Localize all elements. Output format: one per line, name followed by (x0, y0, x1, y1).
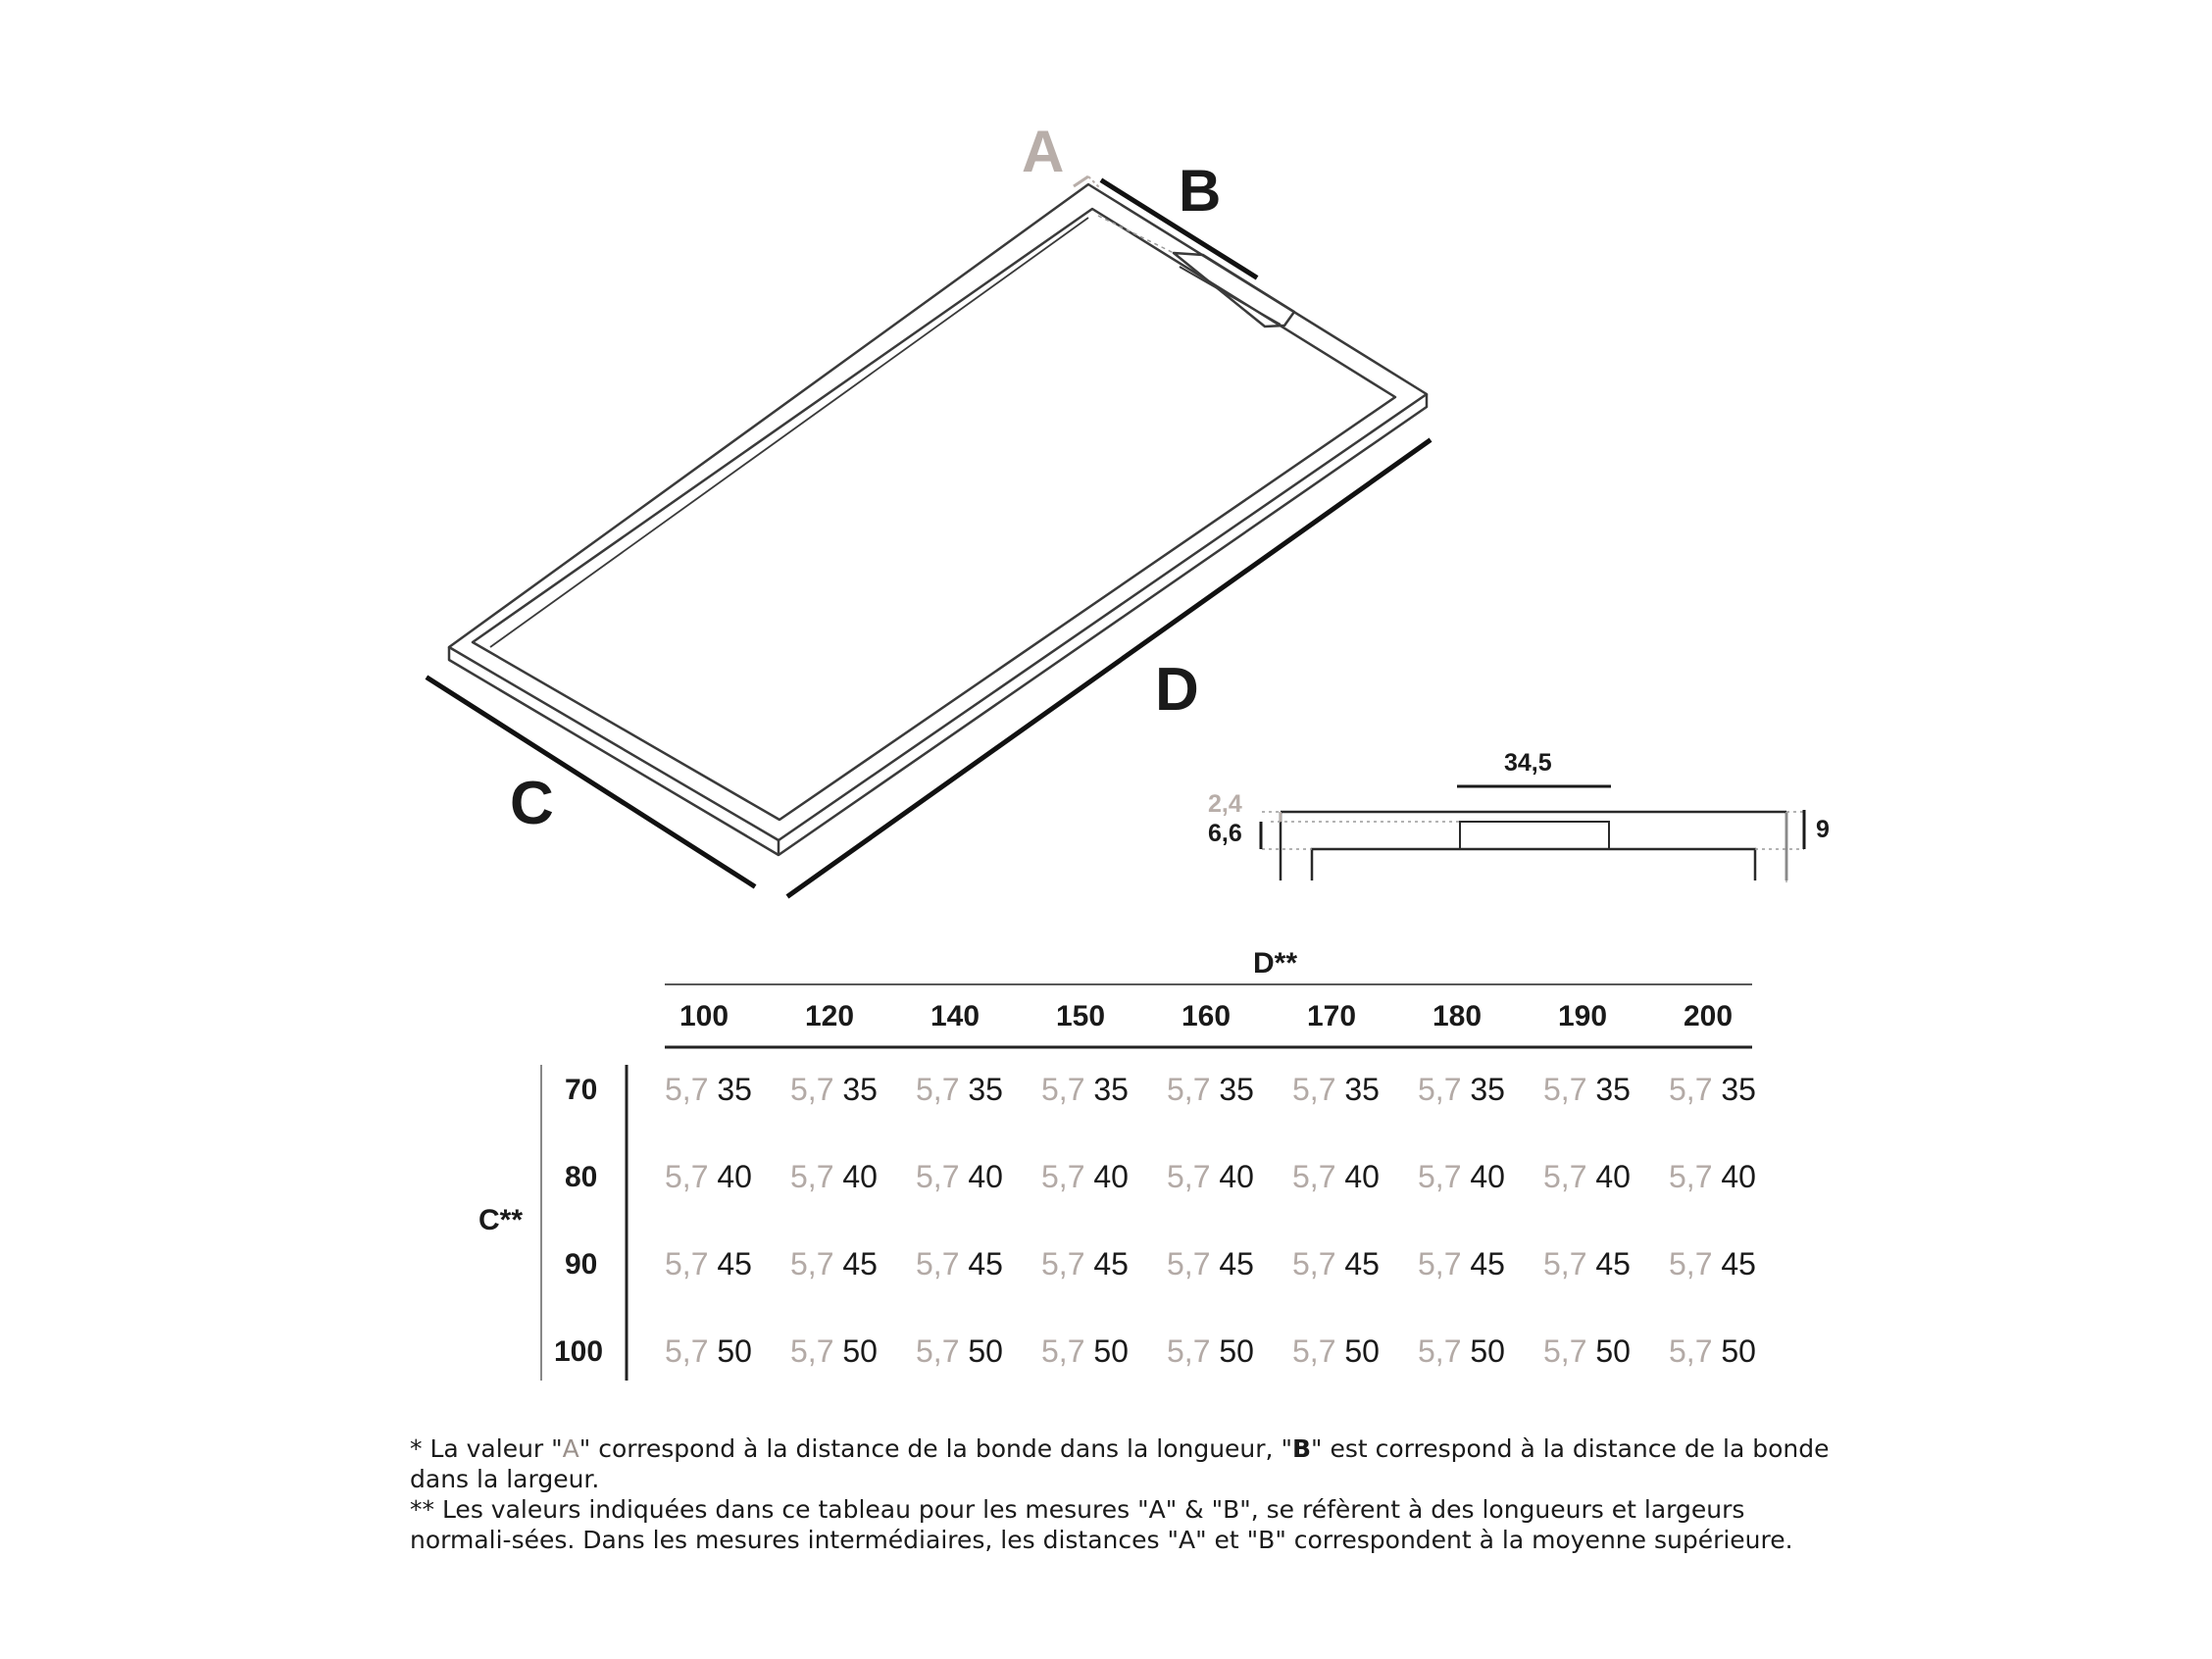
table-cell (1041, 1246, 1129, 1282)
value-b: 45 (1470, 1246, 1505, 1282)
value-b: 35 (968, 1072, 1003, 1107)
value-a: 5,7 (790, 1072, 834, 1107)
table-cell (1669, 1333, 1756, 1370)
table-column-header: 100 (679, 1000, 729, 1032)
label-b: B (1179, 158, 1222, 224)
table-column-header: 180 (1433, 1000, 1483, 1032)
value-a: 5,7 (1543, 1159, 1587, 1194)
table-cell (665, 1072, 752, 1108)
table-column-header: 140 (930, 1000, 980, 1032)
table-row-label: 90 (565, 1248, 598, 1281)
value-a: 5,7 (1418, 1333, 1462, 1369)
value-a: 5,7 (665, 1159, 709, 1194)
value-a: 5,7 (1543, 1246, 1587, 1282)
footnote-b-letter: B (1291, 1434, 1312, 1463)
value-a: 5,7 (916, 1072, 960, 1107)
cross-section-drawing (1281, 812, 1786, 880)
value-a: 5,7 (665, 1333, 709, 1369)
value-a: 5,7 (1669, 1072, 1713, 1107)
value-b: 45 (1721, 1246, 1756, 1282)
table-cell (665, 1333, 752, 1370)
table-cell (790, 1072, 878, 1108)
value-a: 5,7 (790, 1333, 834, 1369)
value-b: 50 (842, 1333, 878, 1369)
value-b: 50 (1093, 1333, 1129, 1369)
table-cell (1167, 1159, 1254, 1195)
value-b: 50 (1344, 1333, 1380, 1369)
table-column-header: 150 (1056, 1000, 1106, 1032)
value-a: 5,7 (1669, 1333, 1713, 1369)
value-a: 5,7 (916, 1333, 960, 1369)
value-b: 35 (1219, 1072, 1254, 1107)
value-a: 5,7 (916, 1246, 960, 1282)
value-a: 5,7 (790, 1246, 834, 1282)
footnote-a-letter: A (562, 1434, 579, 1463)
table-cell (1418, 1072, 1505, 1108)
value-a: 5,7 (1167, 1333, 1211, 1369)
section-rim-thickness-label: 6,6 (1208, 820, 1242, 847)
table-row-label: 80 (565, 1161, 598, 1193)
table-column-axis-label: D** (1253, 947, 1298, 980)
value-a: 5,7 (1167, 1246, 1211, 1282)
table-cell (1418, 1333, 1505, 1370)
footnotes (410, 1433, 1841, 1555)
table-cell (1041, 1072, 1129, 1108)
label-c: C (510, 770, 554, 837)
table-column-header: 200 (1684, 1000, 1734, 1032)
value-b: 40 (1595, 1159, 1631, 1194)
table-row-axis-label: C** (478, 1204, 524, 1236)
table-cell (1167, 1333, 1254, 1370)
table-cell (916, 1333, 1003, 1370)
value-b: 40 (717, 1159, 752, 1194)
table-cell (1167, 1246, 1254, 1282)
value-a: 5,7 (1292, 1333, 1336, 1369)
table-cell (916, 1246, 1003, 1282)
value-b: 45 (1595, 1246, 1631, 1282)
value-a: 5,7 (1669, 1159, 1713, 1194)
value-b: 40 (842, 1159, 878, 1194)
table-cell (1292, 1072, 1380, 1108)
value-b: 35 (842, 1072, 878, 1107)
table-row-label: 70 (565, 1074, 598, 1106)
table-cell (790, 1159, 878, 1195)
value-a: 5,7 (790, 1159, 834, 1194)
value-a: 5,7 (1418, 1246, 1462, 1282)
table-cell (1543, 1072, 1631, 1108)
tray-inner-edge (473, 209, 1395, 820)
tray-outer-top (449, 184, 1427, 840)
table-cell (665, 1246, 752, 1282)
table-cell (1543, 1246, 1631, 1282)
table-column-header: 190 (1558, 1000, 1608, 1032)
value-a: 5,7 (1418, 1159, 1462, 1194)
value-b: 50 (1595, 1333, 1631, 1369)
value-a: 5,7 (665, 1072, 709, 1107)
value-a: 5,7 (1292, 1246, 1336, 1282)
value-a: 5,7 (1041, 1246, 1085, 1282)
table-cell (916, 1072, 1003, 1108)
table-cell (1543, 1159, 1631, 1195)
label-d: D (1155, 656, 1199, 724)
value-b: 45 (1219, 1246, 1254, 1282)
value-b: 45 (842, 1246, 878, 1282)
value-a: 5,7 (1292, 1072, 1336, 1107)
value-b: 40 (1093, 1159, 1129, 1194)
value-b: 40 (968, 1159, 1003, 1194)
section-top-width-label: 34,5 (1504, 749, 1552, 777)
value-b: 50 (717, 1333, 752, 1369)
value-b: 50 (1721, 1333, 1756, 1369)
value-b: 40 (1219, 1159, 1254, 1194)
value-a: 5,7 (1041, 1333, 1085, 1369)
value-a: 5,7 (665, 1246, 709, 1282)
label-a: A (1022, 119, 1065, 184)
table-cell (1292, 1246, 1380, 1282)
value-a: 5,7 (1167, 1159, 1211, 1194)
table-cell (790, 1246, 878, 1282)
value-b: 50 (1219, 1333, 1254, 1369)
value-b: 40 (1344, 1159, 1380, 1194)
value-a: 5,7 (1543, 1333, 1587, 1369)
value-a: 5,7 (1041, 1072, 1085, 1107)
table-column-header: 160 (1181, 1000, 1232, 1032)
value-b: 40 (1470, 1159, 1505, 1194)
value-b: 35 (1721, 1072, 1756, 1107)
value-b: 50 (968, 1333, 1003, 1369)
footnote-2: ** Les valeurs indiquées dans ce tableau pour les mesures "A" & "B", se réfèrent à des longueurs et largeurs normali-sées. Dans les mesures intermédiaires, les distances "A" et "B" correspondent à la moyenne supérieure. (410, 1495, 1793, 1554)
table-cell (1543, 1333, 1631, 1370)
table-cell (1669, 1246, 1756, 1282)
value-b: 45 (717, 1246, 752, 1282)
section-top-thickness-label: 2,4 (1208, 790, 1242, 818)
value-b: 35 (1344, 1072, 1380, 1107)
table-cell (1041, 1333, 1129, 1370)
table-cell (1167, 1072, 1254, 1108)
table-column-header: 170 (1307, 1000, 1357, 1032)
value-a: 5,7 (916, 1159, 960, 1194)
value-a: 5,7 (1041, 1159, 1085, 1194)
value-b: 45 (1093, 1246, 1129, 1282)
value-b: 35 (1470, 1072, 1505, 1107)
value-b: 40 (1721, 1159, 1756, 1194)
value-b: 50 (1470, 1333, 1505, 1369)
table-row-label: 100 (554, 1335, 604, 1368)
value-a: 5,7 (1669, 1246, 1713, 1282)
table-cell (790, 1333, 878, 1370)
table-cell (1041, 1159, 1129, 1195)
value-a: 5,7 (1543, 1072, 1587, 1107)
table-cell (1669, 1072, 1756, 1108)
table-cell (1292, 1159, 1380, 1195)
value-a: 5,7 (1292, 1159, 1336, 1194)
table-cell (1292, 1333, 1380, 1370)
value-b: 45 (968, 1246, 1003, 1282)
value-b: 35 (1595, 1072, 1631, 1107)
dimension-line-d (789, 441, 1429, 895)
table-cell (916, 1159, 1003, 1195)
table-column-header: 120 (805, 1000, 855, 1032)
value-b: 35 (717, 1072, 752, 1107)
value-b: 35 (1093, 1072, 1129, 1107)
footnote-1: * La valeur "A" correspond à la distance de la bonde dans la longueur, "B" est correspond à la distance de la bonde dans la largeur. (410, 1434, 1830, 1493)
value-a: 5,7 (1418, 1072, 1462, 1107)
section-height-label: 9 (1816, 816, 1830, 843)
value-a: 5,7 (1167, 1072, 1211, 1107)
table-cell (1669, 1159, 1756, 1195)
table-cell (1418, 1159, 1505, 1195)
table-cell (1418, 1246, 1505, 1282)
table-cell (665, 1159, 752, 1195)
value-b: 45 (1344, 1246, 1380, 1282)
